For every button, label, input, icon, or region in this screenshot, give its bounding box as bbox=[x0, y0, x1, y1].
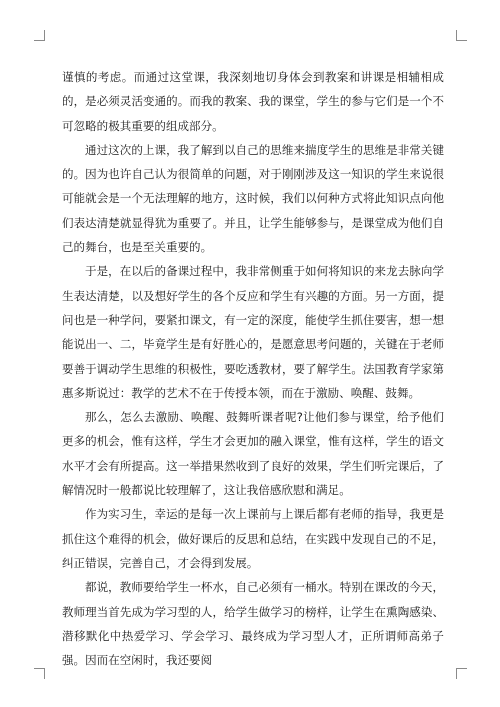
paragraph-4: 那么，怎么去激励、唤醒、鼓舞听课者呢?让他们参与课堂，给予他们更多的机会，惟有这样，学生才会更加的融入课堂，惟有这样，学生的语文水平才会有所提高。这一举措果然收到了良好的效果，学生们听完课后，了解情况时一般都说比较理解了，这让我倍感欣慰和满足。 bbox=[62, 410, 444, 498]
page-body bbox=[62, 65, 444, 672]
paragraph-1: 谨慎的考虑。而通过这堂课，我深刻地切身体会到教案和讲课是相辅相成的，是必须灵活变通的。而我的教案、我的课堂，学生的参与它们是一个不可忽略的极其重要的组成部分。 bbox=[62, 70, 444, 133]
crop-mark-top-right bbox=[456, 30, 467, 41]
crop-mark-bottom-left bbox=[34, 668, 45, 679]
crop-mark-bottom-right bbox=[456, 668, 467, 679]
crop-mark-top-left bbox=[34, 30, 45, 41]
paragraph-5: 作为实习生，幸运的是每一次上课前与上课后都有老师的指导，我更是抓住这个难得的机会，做好课后的反思和总结，在实践中发现自己的不足，纠正错误，完善自己，才会得到发展。 bbox=[62, 507, 444, 570]
paragraph-2: 通过这次的上课，我了解到以自己的思维来揣度学生的思维是非常关键的。因为也许自己认为很简单的问题，对于刚刚涉及这一知识的学生来说很可能就会是一个无法理解的地方，这时候，我们以何种方式将此知识点向他们表达清楚就显得犹为重要了。并且，让学生能够参与，是课堂成为他们自己的舞台，也是至关重要的。 bbox=[62, 142, 444, 255]
paragraph-6: 都说，教师要给学生一杯水，自己必须有一桶水。特别在课改的今天，教师理当首先成为学习型的人，给学生做学习的榜样，让学生在熏陶感染、潜移默化中热爱学习、学会学习、最终成为学习型人才，正所谓师高弟子强。因而在空闲时，我还要阅 bbox=[62, 580, 444, 668]
paragraph-3: 于是，在以后的备课过程中，我非常侧重于如何将知识的来龙去脉向学生表达清楚，以及想好学生的各个反应和学生有兴趣的方面。另一方面，提问也是一种学问，要紧扣课文，有一定的深度，能使学生抓住要害，想一想能说出一、二，毕竟学生是有好胜心的，是愿意思考问题的，关键在于老师要善于调动学生思维的积极性，要吃透教材，要了解学生。法国教育学家第惠多斯说过：教学的艺术不在于传授本领，而在于激励、唤醒、鼓舞。 bbox=[62, 264, 444, 400]
